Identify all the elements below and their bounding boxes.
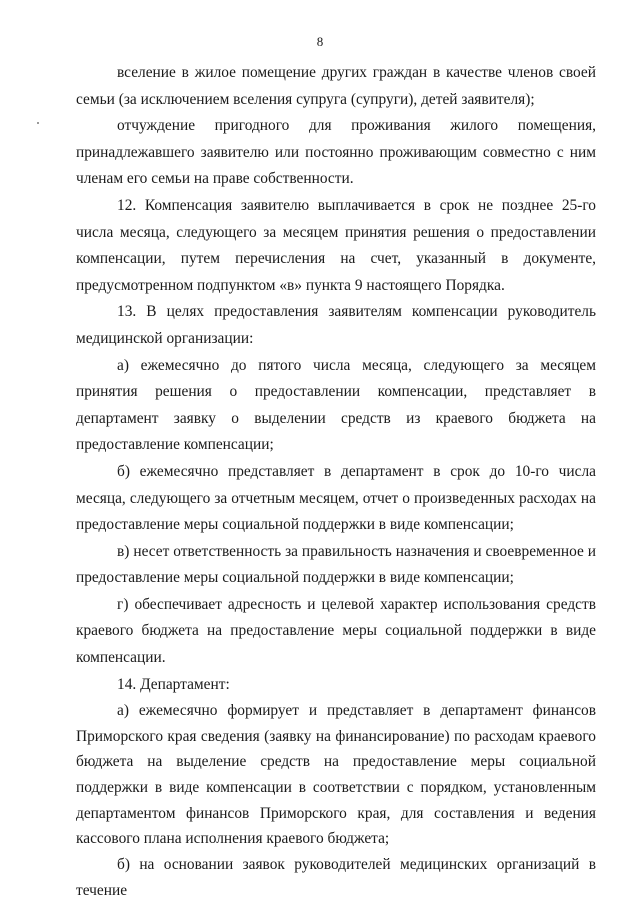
paragraph-13v: в) несет ответственность за правильность назначения и своевременное и предоставление меры социальной поддержки в виде компенсации; (76, 542, 596, 587)
paragraph-13g: г) обеспечивает адресность и целевой характер использования средств краевого бюджета на предоставление меры социальной поддержки в виде компенсации. (76, 595, 596, 667)
paragraph-13-intro: 13. В целях предоставления заявителям компенсации руководитель медицинской организации: (76, 303, 596, 347)
margin-mark (37, 122, 39, 124)
paragraph-13b: б) ежемесячно представляет в департамент в срок до 10-го числа месяца, следующего за отчетным месяцем, отчет о произведенных расходах на предоставление меры социальной поддержки в виде компенсации; (76, 462, 596, 534)
paragraph-housing-cohabitation: вселение в жилое помещение других граждан в качестве членов своей семьи (за исключением вселения супруга (супруги), детей заявителя); (76, 64, 596, 108)
paragraph-housing-alienation: отчуждение пригодного для проживания жилого помещения, принадлежавшего заявителю или постоянно проживающим совместно с ним членам его семьи на праве собственности. (76, 117, 596, 188)
document-body (76, 60, 596, 905)
paragraph-13a: а) ежемесячно до пятого числа месяца, следующего за месяцем принятия решения о предоставлении компенсации, представляет в департамент заявку о выделении средств из краевого бюджета на предоставление компенсации; (76, 356, 596, 454)
paragraph-12-payment-terms: 12. Компенсация заявителю выплачивается в срок не позднее 25-го числа месяца, следующего за месяцем принятия решения о предоставлении компенсации, путем перечисления на счет, указанный в документе, предусмотренном подпунктом «в» пункта 9 настоящего Порядка. (76, 196, 596, 294)
paragraph-14a: а) ежемесячно формирует и представляет в департамент финансов Приморского края сведения (заявку на финансирование) по расходам краевого бюджета на выделение средств на предоставление меры социальной поддержки в виде компенсации в соответствии с порядком, установленным департаментом финансов Приморского края, для составления и ведения кассового плана исполнения краевого бюджета; (76, 702, 596, 848)
paragraph-14-intro: 14. Департамент: (117, 675, 230, 693)
page-number: 8 (316, 34, 324, 49)
paragraph-14b: б) на основании заявок руководителей медицинских организаций в течение (76, 855, 596, 900)
